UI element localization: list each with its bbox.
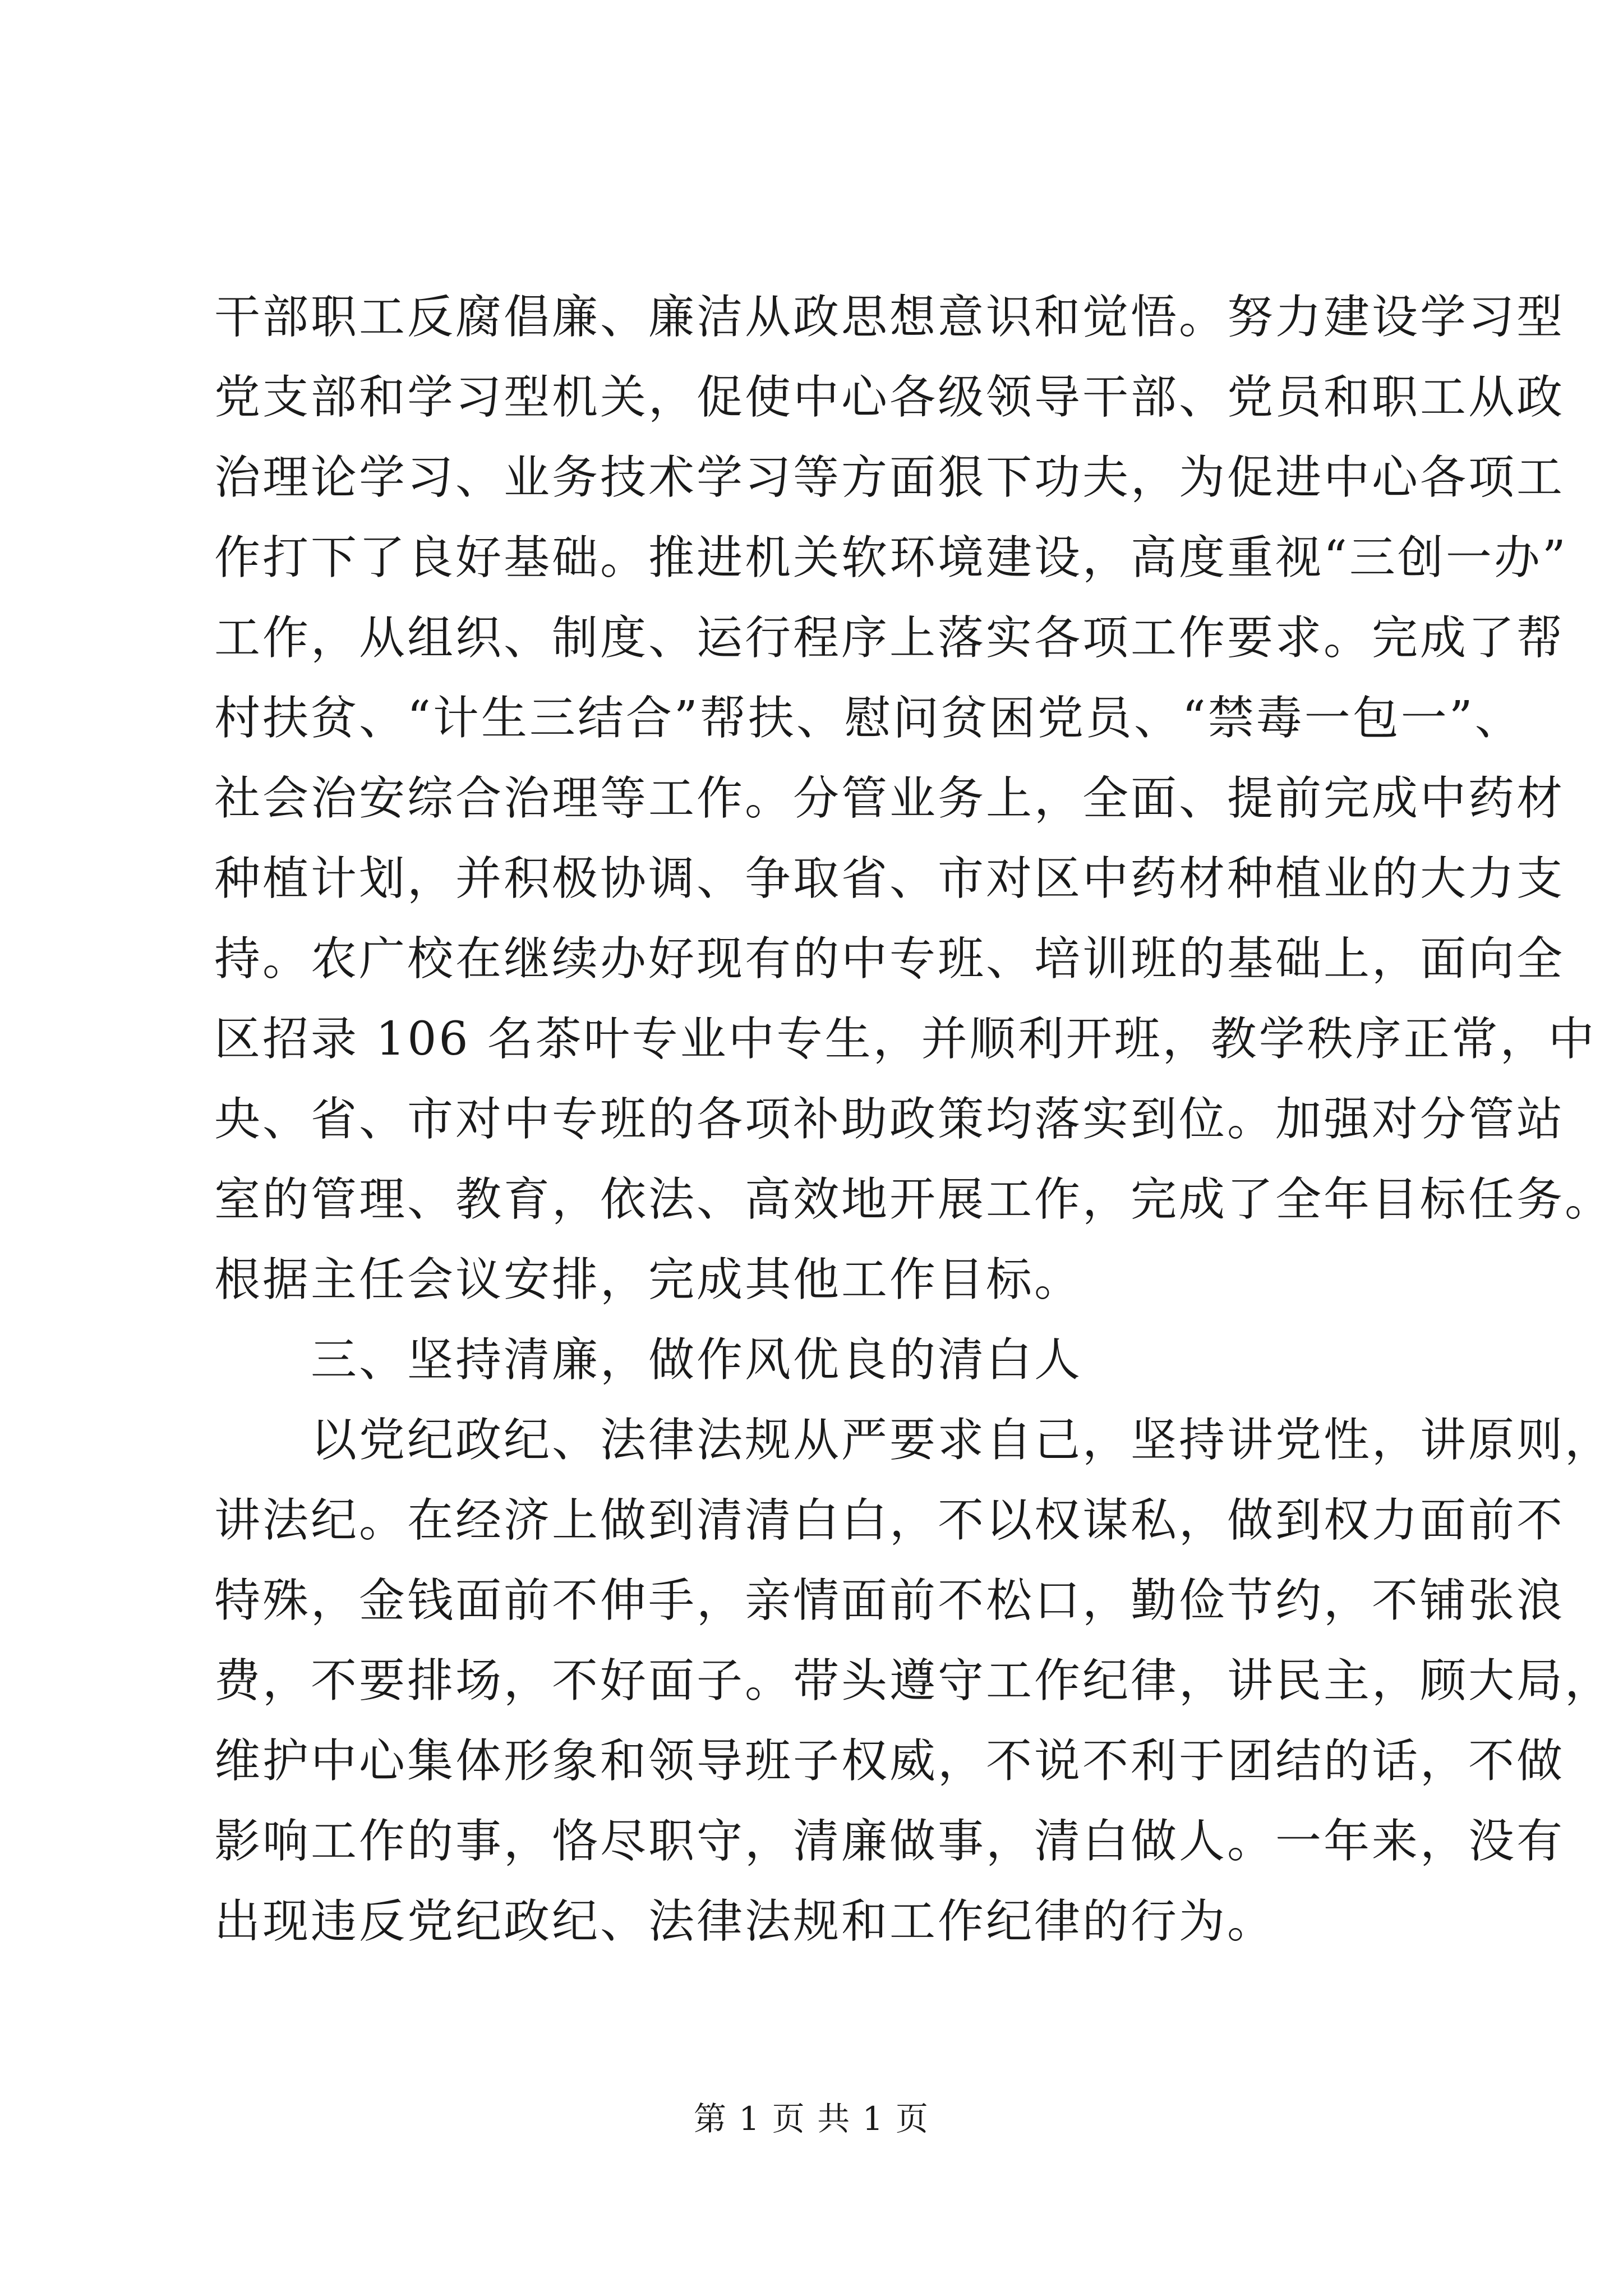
paragraph-1-line-10: 区招录 106 名茶叶专业中专生，并顺利开班，教学秩序正常，中 (214, 1013, 1597, 1066)
document-body (214, 277, 1613, 1962)
page-number-footer: 第 1 页 共 1 页 (694, 2100, 929, 2138)
paragraph-2-line-2: 讲法纪。在经济上做到清清白白，不以权谋私，做到权力面前不 (214, 1494, 1565, 1547)
paragraph-2-line-1: 以党纪政纪、法律法规从严要求自己，坚持讲党性，讲原则， (311, 1414, 1613, 1467)
paragraph-2-line-4: 费，不要排场，不好面子。带头遵守工作纪律，讲民主，顾大局， (214, 1654, 1613, 1708)
paragraph-1-line-2: 党支部和学习型机关，促使中心各级领导干部、党员和职工从政 (214, 371, 1565, 424)
paragraph-2-line-7: 出现违反党纪政纪、法律法规和工作纪律的行为。 (214, 1895, 1276, 1948)
section-heading: 三、坚持清廉，做作风优良的清白人 (311, 1333, 1083, 1387)
paragraph-1-line-5: 工作，从组织、制度、运行程序上落实各项工作要求。完成了帮 (214, 611, 1565, 665)
paragraph-1-line-3: 治理论学习、业务技术学习等方面狠下功夫，为促进中心各项工 (214, 451, 1565, 504)
paragraph-1-line-9: 持。农广校在继续办好现有的中专班、培训班的基础上，面向全 (214, 932, 1565, 986)
paragraph-1-line-11: 央、省、市对中专班的各项补助政策均落实到位。加强对分管站 (214, 1093, 1565, 1146)
paragraph-1-line-13: 根据主任会议安排，完成其他工作目标。 (214, 1253, 1083, 1306)
paragraph-2-line-5: 维护中心集体形象和领导班子权威，不说不利于团结的话，不做 (214, 1734, 1565, 1788)
paragraph-1-line-12: 室的管理、教育，依法、高效地开展工作，完成了全年目标任务。 (214, 1173, 1613, 1226)
paragraph-1-line-7: 社会治安综合治理等工作。分管业务上，全面、提前完成中药材 (214, 772, 1565, 825)
paragraph-2-line-6: 影响工作的事，恪尽职守，清廉做事，清白做人。一年来，没有 (214, 1815, 1565, 1868)
paragraph-2-line-3: 特殊，金钱面前不伸手，亲情面前不松口，勤俭节约，不铺张浪 (214, 1574, 1565, 1627)
paragraph-1-line-6: 村扶贫、“计生三结合”帮扶、慰问贫困党员、“禁毒一包一”、 (214, 692, 1523, 745)
paragraph-1-line-1: 干部职工反腐倡廉、廉洁从政思想意识和觉悟。努力建设学习型 (214, 291, 1565, 344)
paragraph-1-line-4: 作打下了良好基础。推进机关软环境建设，高度重视“三创一办” (214, 531, 1568, 585)
paragraph-1-line-8: 种植计划，并积极协调、争取省、市对区中药材种植业的大力支 (214, 852, 1565, 905)
